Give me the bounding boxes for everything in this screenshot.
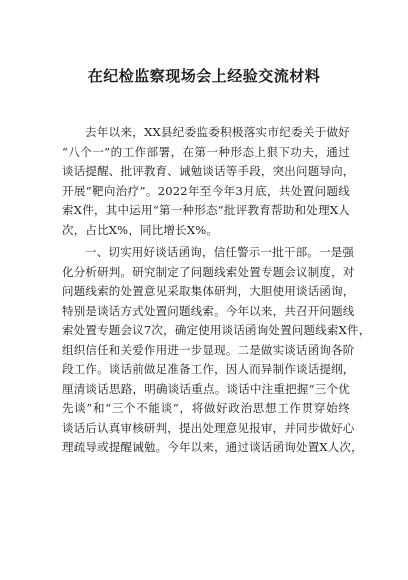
paragraph-line: 开展“靶向治疗”。2022年至今年3月底，共处置问题线 [62,183,350,198]
paragraph-line: 理疏导或提醒诫勉。今年以来，通过谈话函询处置X人次， [62,440,363,454]
paragraph-intro [62,123,355,240]
paragraph-line: 谈话提醒、批评教育、诫勉谈话等手段，突出问题导向， [62,164,355,178]
paragraph-line: 问题线索的处置意见采取集体研判，大胆使用谈话函询， [62,284,355,298]
paragraph-line: 谈话后认真审核研判，提出处理意见报审，并同步做好心 [62,420,355,435]
paragraph-line: 一、切实用好谈话函询，信任警示一批干部。一是强 [85,245,355,259]
paragraph-line: 先谈”和“三个不能谈”，将做好政治思想工作贯穿始终 [62,401,350,415]
paragraph-section-one [62,243,371,458]
paragraph-line: “八个一”的工作部署，在第一种形态上狠下功夫，通过 [62,144,350,159]
paragraph-line: 段工作。谈话前做足准备工作，因人而异制作谈话提纲， [62,362,355,376]
paragraph-line: 厘清谈话思路，明确谈话重点。谈话中注重把握“三个优 [62,381,350,396]
paragraph-line: 化分析研判。研究制定了问题线索处置专题会议制度，对 [62,264,355,279]
paragraph-line: 特别是谈话方式处置问题线索。今年以来，共召开问题线 [62,303,355,318]
document-title: 在纪检监察现场会上经验交流材料 [87,67,321,85]
paragraph-line: 索X件，其中运用“第一种形态”批评教育帮助和处理X人 [62,203,350,217]
paragraph-line: 组织信任和关爱作用进一步显现。二是做实谈话函询各阶 [62,342,355,357]
paragraph-line: 次，占比X%，同比增长X%。 [62,222,219,237]
paragraph-line: 索处置专题会议7次，确定使用谈话函询处置问题线索X件， [62,323,371,337]
paragraph-line: 去年以来，XX县纪委监委积极落实市纪委关于做好 [85,125,350,139]
